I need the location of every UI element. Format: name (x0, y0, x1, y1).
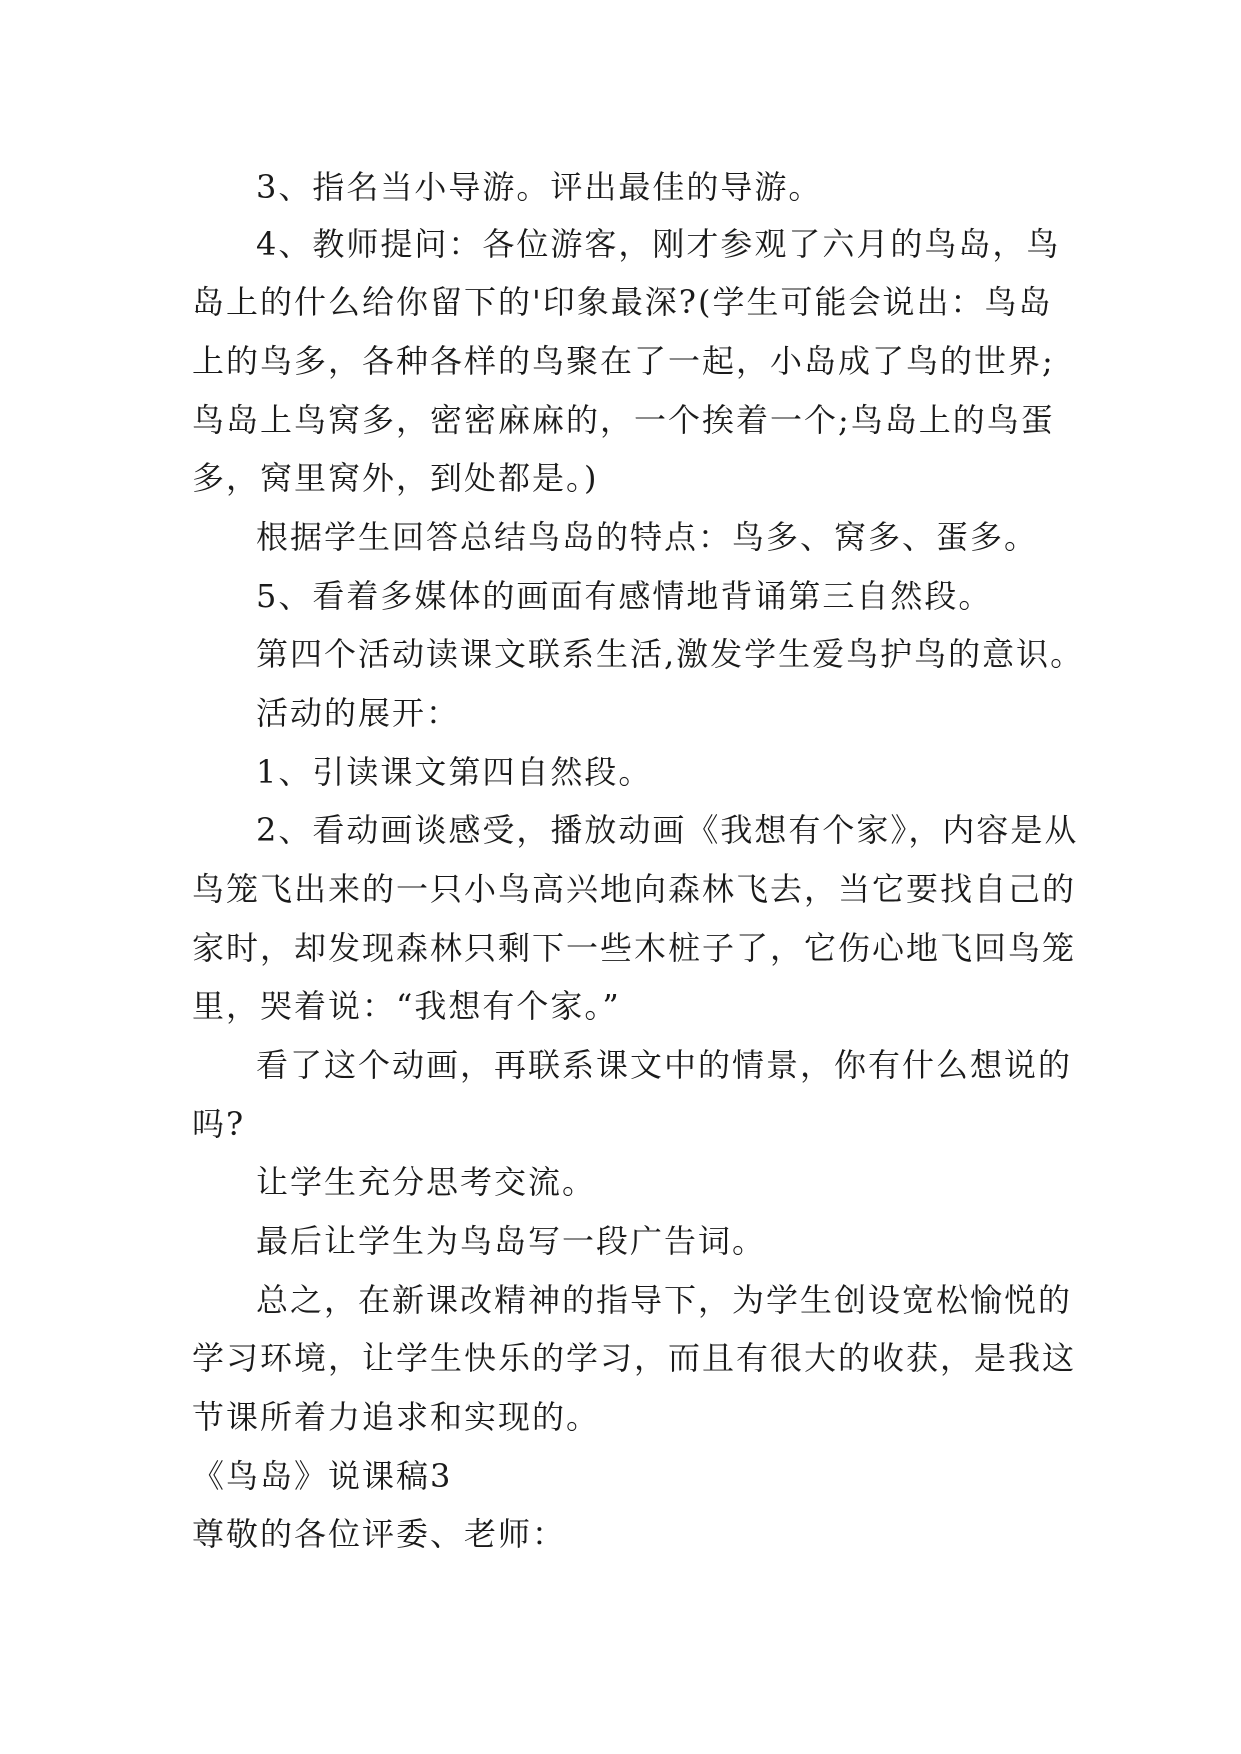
paragraph-line: 岛上的什么给你留下的'印象最深?(学生可能会说出：鸟岛 (192, 283, 1053, 321)
paragraph-line: 看了这个动画，再联系课文中的情景，你有什么想说的 (256, 1046, 1073, 1084)
paragraph-line: 3、指名当小导游。评出最佳的导游。 (256, 168, 823, 206)
paragraph-line: 总之，在新课改精神的指导下，为学生创设宽松愉悦的 (256, 1281, 1073, 1319)
paragraph-line: 根据学生回答总结鸟岛的特点：鸟多、窝多、蛋多。 (256, 518, 1039, 556)
paragraph-line: 1、引读课文第四自然段。 (256, 753, 653, 791)
paragraph-line: 5、看着多媒体的画面有感情地背诵第三自然段。 (256, 577, 993, 615)
paragraph-line: 家时，却发现森林只剩下一些木桩子了，它伤心地飞回鸟笼 (192, 929, 1077, 967)
paragraph-line: 活动的展开： (256, 694, 461, 732)
paragraph-line: 鸟笼飞出来的一只小鸟高兴地向森林飞去，当它要找自己的 (192, 870, 1077, 908)
paragraph-line: 吗? (192, 1105, 246, 1143)
paragraph-line: 学习环境，让学生快乐的学习，而且有很大的收获，是我这 (192, 1339, 1077, 1377)
paragraph-line: 上的鸟多，各种各样的鸟聚在了一起，小岛成了鸟的世界; (192, 342, 1055, 380)
paragraph-line: 4、教师提问：各位游客，刚才参观了六月的鸟岛，鸟 (256, 225, 1061, 263)
paragraph-line: 2、看动画谈感受，播放动画《我想有个家》，内容是从 (256, 811, 1079, 849)
paragraph-line: 让学生充分思考交流。 (256, 1163, 597, 1201)
paragraph-line: 里，哭着说：“我想有个家。” (192, 987, 621, 1025)
salutation-line: 尊敬的各位评委、老师： (192, 1515, 567, 1553)
paragraph-line: 多，窝里窝外，到处都是。) (192, 459, 599, 497)
paragraph-line: 节课所着力追求和实现的。 (192, 1398, 601, 1436)
paragraph-line: 鸟岛上鸟窝多，密密麻麻的，一个挨着一个;鸟岛上的鸟蛋 (192, 401, 1055, 439)
section-heading: 《鸟岛》说课稿3 (192, 1457, 453, 1495)
paragraph-line: 第四个活动读课文联系生活,激发学生爱鸟护鸟的意识。 (256, 635, 1085, 673)
paragraph-line: 最后让学生为鸟岛写一段广告词。 (256, 1222, 767, 1260)
